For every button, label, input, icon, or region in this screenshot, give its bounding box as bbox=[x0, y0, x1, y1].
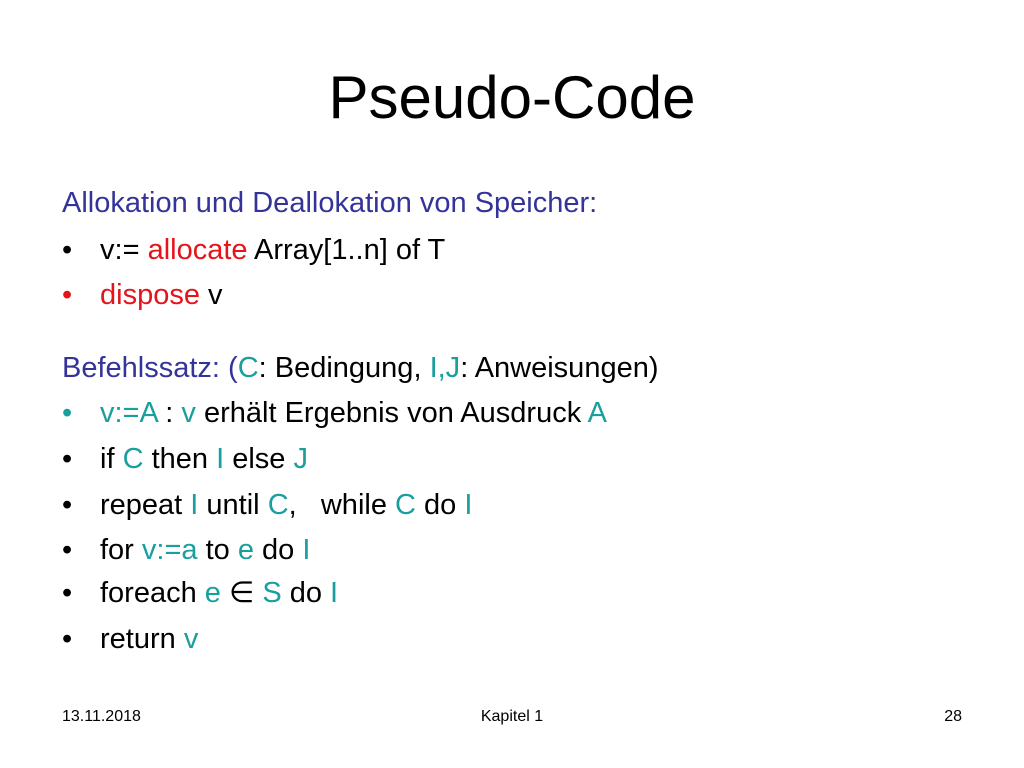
text-run: v:=a bbox=[141, 534, 198, 566]
text-run: C bbox=[267, 489, 289, 521]
text-run: I bbox=[190, 489, 199, 521]
text-run: v bbox=[199, 279, 223, 311]
text-run: I bbox=[302, 534, 311, 566]
bullet: • bbox=[62, 577, 73, 609]
bullet: • bbox=[62, 279, 73, 311]
text-run: Array[1..n] of T bbox=[247, 234, 446, 266]
bullet: • bbox=[62, 534, 73, 566]
text-run: I bbox=[330, 577, 339, 609]
text-run: do bbox=[253, 534, 303, 566]
list-item-text bbox=[100, 395, 607, 431]
list-item-text bbox=[100, 232, 445, 268]
text-run: v:=A bbox=[100, 397, 158, 429]
text-run: if bbox=[100, 443, 123, 475]
text-run: to bbox=[197, 534, 238, 566]
bullet: • bbox=[62, 397, 73, 429]
text-run: v bbox=[181, 397, 196, 429]
text-run: I bbox=[216, 443, 225, 475]
list-item-text bbox=[100, 441, 308, 477]
list-item-text bbox=[100, 621, 198, 657]
text-run: for bbox=[100, 534, 142, 566]
text-run: I bbox=[464, 489, 473, 521]
text-run: C bbox=[395, 489, 416, 521]
text-run: : bbox=[157, 397, 182, 429]
text-run: ∈ bbox=[220, 577, 263, 609]
footer-chapter: Kapitel 1 bbox=[480, 708, 544, 725]
text-run: : Bedingung, bbox=[258, 352, 430, 384]
text-run: : Anweisungen) bbox=[460, 352, 659, 384]
text-run: return bbox=[100, 623, 184, 655]
list-item-text bbox=[100, 277, 223, 313]
text-run: A bbox=[587, 397, 607, 429]
text-run: repeat bbox=[100, 489, 191, 521]
text-run: J bbox=[293, 443, 308, 475]
footer-page-number: 28 bbox=[944, 708, 962, 725]
text-run: C bbox=[122, 443, 144, 475]
text-run: v bbox=[183, 623, 199, 655]
list-item-text bbox=[100, 575, 338, 611]
text-run bbox=[140, 234, 148, 266]
list-item-text bbox=[100, 532, 310, 568]
slide-title: Pseudo-Code bbox=[328, 64, 696, 131]
bullet: • bbox=[62, 443, 73, 475]
text-run: v: bbox=[100, 234, 123, 266]
text-run: else bbox=[224, 443, 294, 475]
text-run: I,J bbox=[429, 352, 461, 384]
text-run: erhält Ergebnis von Ausdruck bbox=[195, 397, 588, 429]
section-heading-allocation: Allokation und Deallokation von Speicher: bbox=[62, 187, 598, 219]
text-run: dispose bbox=[100, 279, 200, 311]
bullet: • bbox=[62, 489, 73, 521]
text-run: S bbox=[262, 577, 282, 609]
text-run: = bbox=[122, 234, 140, 266]
text-run: Befehlssatz: ( bbox=[62, 352, 238, 384]
text-run: then bbox=[143, 443, 217, 475]
footer-date: 13.11.2018 bbox=[62, 708, 141, 725]
text-run: foreach bbox=[100, 577, 205, 609]
text-run: do bbox=[415, 489, 465, 521]
text-run: until bbox=[198, 489, 268, 521]
text-run: C bbox=[237, 352, 259, 384]
text-run: e bbox=[204, 577, 221, 609]
text-run: , while bbox=[288, 489, 396, 521]
section-heading-instructions bbox=[62, 350, 659, 386]
text-run: allocate bbox=[147, 234, 248, 266]
text-run: do bbox=[281, 577, 331, 609]
bullet: • bbox=[62, 623, 73, 655]
bullet: • bbox=[62, 234, 73, 266]
list-item-text bbox=[100, 487, 472, 523]
text-run: e bbox=[237, 534, 254, 566]
